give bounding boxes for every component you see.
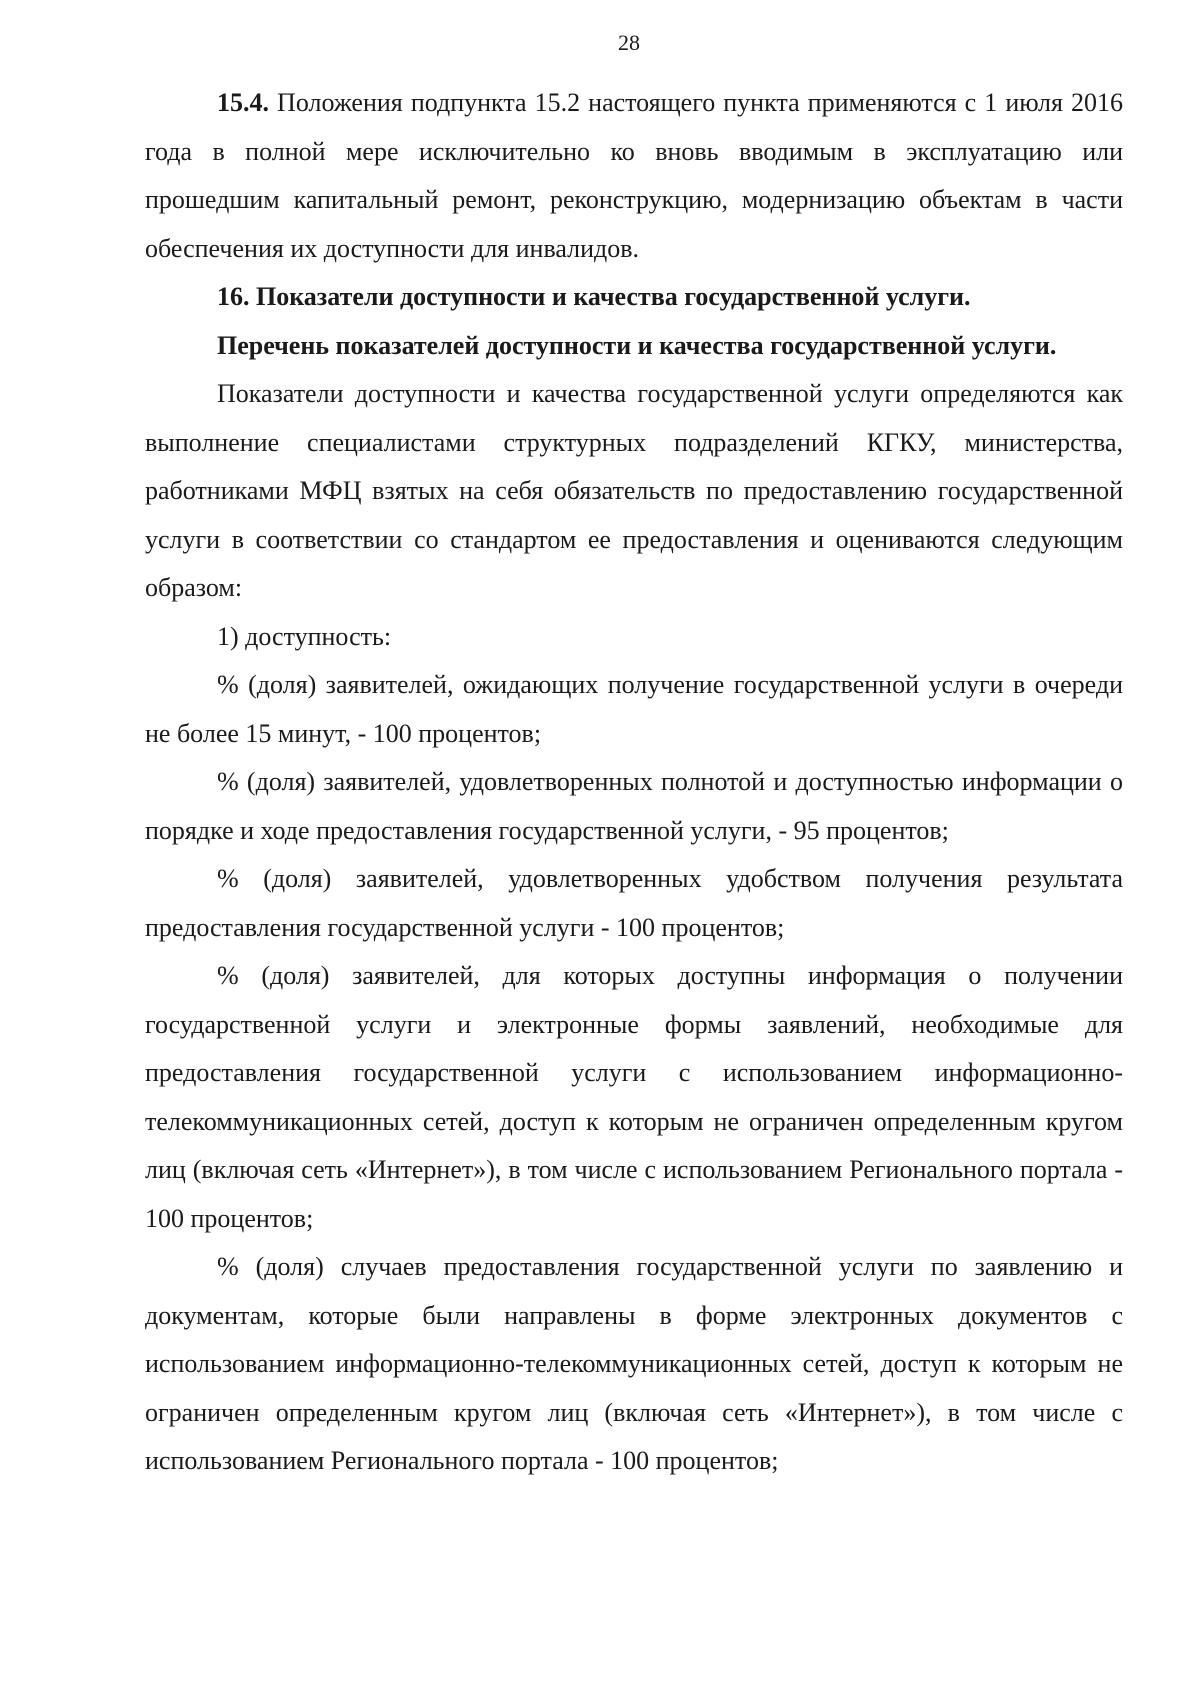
- indicators-definition-paragraph: Показатели доступности и качества государственной услуги определяются как выполнение специалистами структурных подразделений КГКУ, министерства, работниками МФЦ взятых на себя обязательств по предоставлению государственной услуги в соответствии со стандартом ее предоставления и оцениваются следующим образом:: [145, 379, 1123, 602]
- section-16-heading: 16. Показатели доступности и качества государственной услуги.: [217, 282, 971, 311]
- page-number: 28: [618, 30, 640, 55]
- indicator-result-convenience: % (доля) заявителей, удовлетворенных удобством получения результата предоставления государственной услуги - 100 процентов;: [145, 864, 1123, 942]
- indicator-electronic-submission: % (доля) случаев предоставления государственной услуги по заявлению и документам, которые были направлены в форме электронных документов с использованием информационно-телекоммуникационных сетей, доступ к которым не ограничен определенным кругом лиц (включая сеть «Интернет»), в том числе с использованием Регионального портала - 100 процентов;: [145, 1252, 1123, 1475]
- indicator-information-satisfaction: % (доля) заявителей, удовлетворенных полнотой и доступностью информации о порядке и ходе предоставления государственной услуги, - 95 процентов;: [145, 767, 1123, 845]
- paragraph-15-4-number: 15.4.: [217, 88, 269, 117]
- indicators-list-heading: Перечень показателей доступности и качества государственной услуги.: [217, 330, 1057, 360]
- document-body: [145, 79, 1123, 1486]
- paragraph-15-4-text: Положения подпункта 15.2 настоящего пункта применяются с 1 июля 2016 года в полной мере исключительно ко вновь вводимым в эксплуатацию или прошедшим капитальный ремонт, реконструкцию, модернизацию объектам в части обеспечения их доступности для инвалидов.: [145, 88, 1123, 263]
- paragraph-15-4: [145, 79, 1123, 273]
- indicator-queue-wait: % (доля) заявителей, ожидающих получение государственной услуги в очереди не более 15 минут, - 100 процентов;: [145, 670, 1123, 748]
- indicator-electronic-forms-access: % (доля) заявителей, для которых доступны информация о получении государственной услуги и электронные формы заявлений, необходимые для предоставления государственной услуги с использованием информационно-телекоммуникационных сетей, доступ к которым не ограничен определенным кругом лиц (включая сеть «Интернет»), в том числе с использованием Регионального портала - 100 процентов;: [145, 961, 1123, 1233]
- accessibility-heading: 1) доступность:: [217, 621, 392, 651]
